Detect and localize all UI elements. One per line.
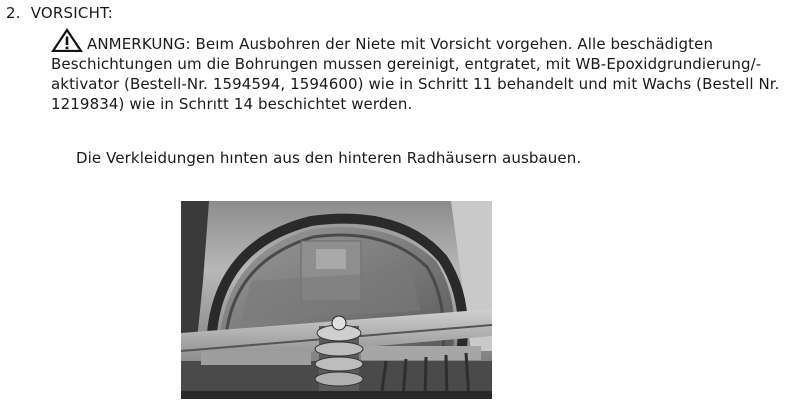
note-paragraph (51, 28, 791, 114)
wheelhouse-photo (181, 201, 492, 399)
note-text: Beım Ausbohren der Niete mit Vorsicht vorgehen. Alle beschädigten Beschichtungen um die Bohrungen mussen gereinigt, entgratet, mit WB-Epoxidgrundierung/-aktivator (Bestell-Nr. 1594594, 1594600) wie in Schritt 11 behandelt und mit Wachs (Bestell Nr. 1219834) wie in Schrıtt 14 beschichtet werden. (51, 35, 780, 113)
step-heading (6, 4, 113, 23)
warning-triangle-icon (51, 28, 85, 52)
step-caution-label: VORSICHT: (30, 4, 114, 22)
step-number: 2. (6, 4, 21, 22)
instruction-text: Die Verkleidungen hınten aus den hinteren Radhäusern ausbauen. (76, 149, 582, 167)
note-label: ANMERKUNG: (87, 35, 191, 53)
